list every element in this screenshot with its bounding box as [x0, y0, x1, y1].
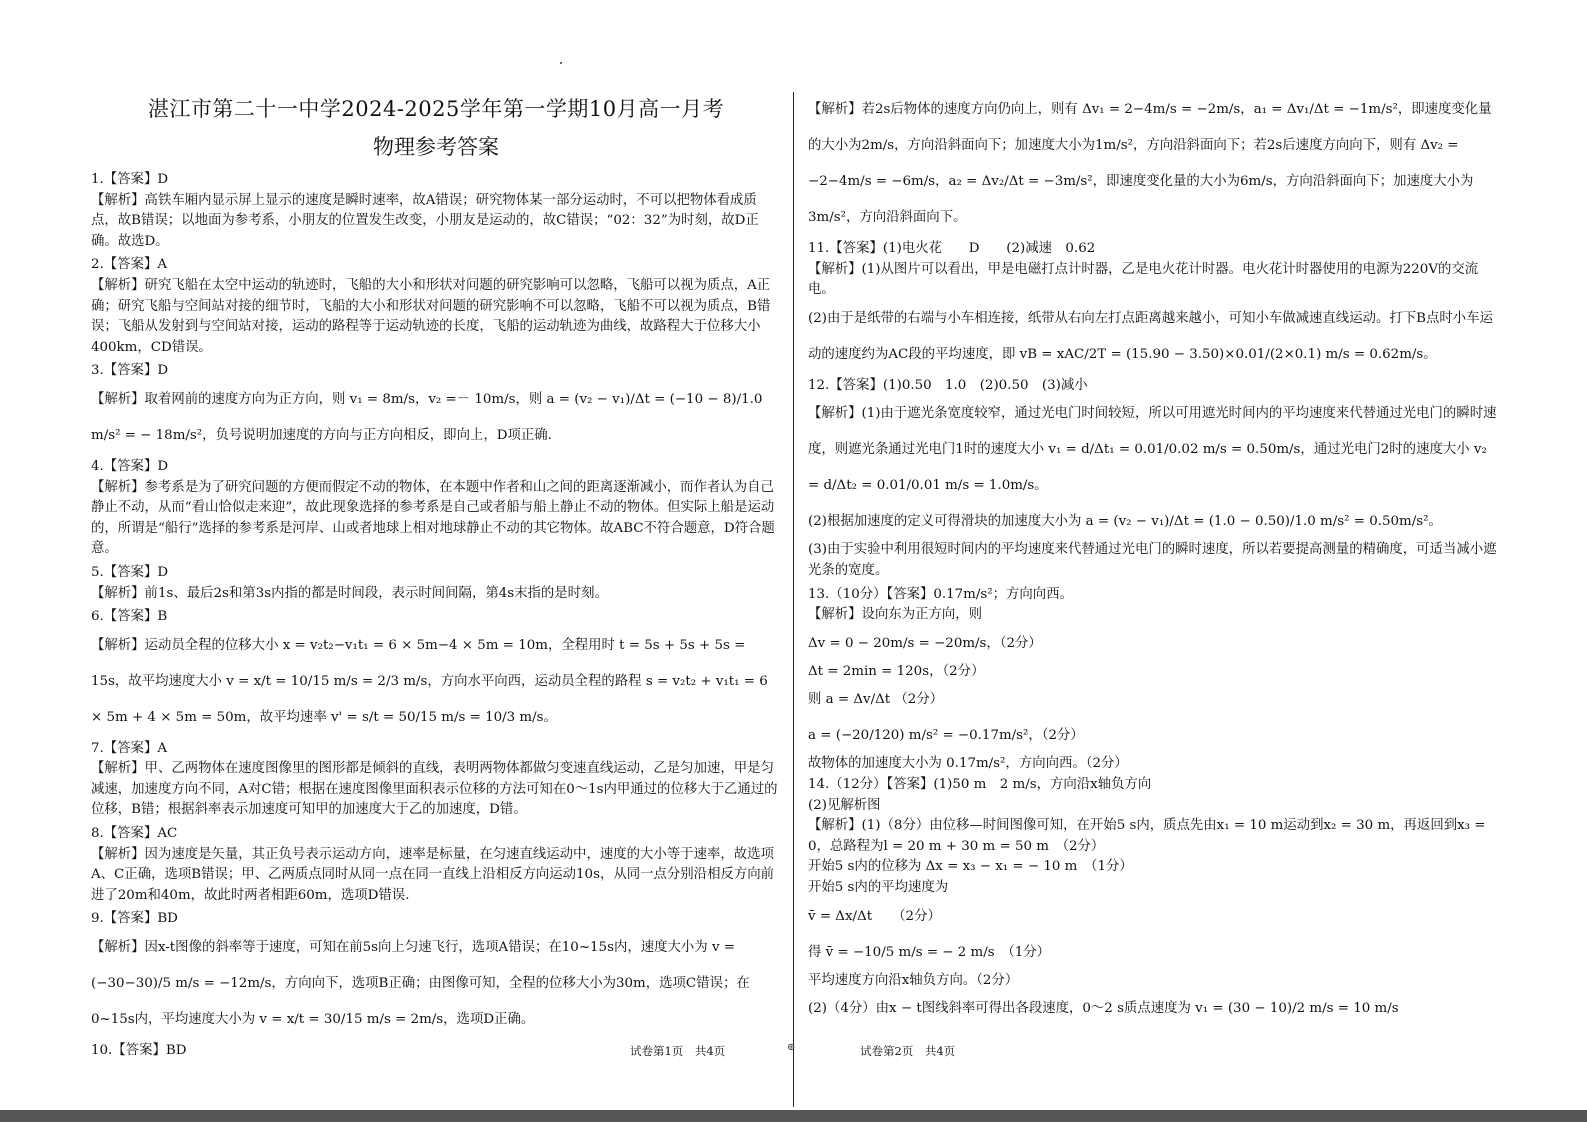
- q5-answer: 5.【答案】D: [91, 564, 169, 580]
- q13-step-a-value: a = (−20/120) m/s² = −0.17m/s²，（2分）: [808, 728, 1084, 744]
- q14-displacement: 开始5 s内的位移为 Δx = x₃ − x₁ = − 10 m （1分）: [808, 859, 1133, 875]
- column-divider: [793, 92, 794, 1107]
- q10-explanation: 【解析】若2s后物体的速度方向仍向上，则有 Δv₁ = 2−4m/s = −2m/s，a₁ = Δv₁/Δt = −1m/s²，即速度变化量的大小为2m/s，方向沿斜面向下；加速度大小为1m/s²，方向沿斜面向下；若2s后速度方向向下，则有 Δv₂ = −2−4m/s = −6m/s，a₂ = Δv₂/Δt = −3m/s²，即速度变化量的大小为6m/s，方向沿斜面向下；加速度大小为3m/s²，方向沿斜面向下。: [808, 102, 1492, 225]
- q8-explanation: 【解析】因为速度是矢量，其正负号表示运动方向，速率是标量，在匀速直线运动中，速度的大小等于速率，故选项A、C正确，选项B错误；甲、乙两质点同时从同一点在同一直线上沿相反方向运动10s，从同一点分别沿相反方向前进了20m和40m，故此时两者相距60m，选项D错误.: [91, 846, 775, 903]
- q14-direction: 平均速度方向沿x轴负方向。（2分）: [808, 972, 1019, 988]
- scan-speck: [560, 62, 562, 64]
- q2-explanation: 【解析】研究飞船在太空中运动的轨迹时，飞船的大小和形状对问题的研究影响可以忽略，飞船可以视为质点，A正确；研究飞船与空间站对接的细节时，飞船的大小和形状对问题的研究影响不可以忽略，飞船不可以视为质点，B错误；飞船从发射到与空间站对接，运动的路程等于运动轨迹的长度，飞船的运动轨迹为曲线，故路程大于位移大小400km，CD错误。: [91, 277, 771, 355]
- binding-mark-icon: ⊕: [787, 1042, 796, 1053]
- q14-avg-velocity-value: 得 v̄ = −10/5 m/s = − 2 m/s （1分）: [808, 944, 1051, 960]
- q14-avg-velocity-formula: v̄ = Δx/Δt （2分）: [808, 908, 941, 924]
- q13-step-dv: Δv = 0 − 20m/s = −20m/s，（2分）: [808, 635, 1042, 651]
- q13-step-dt: Δt = 2min = 120s，（2分）: [808, 663, 985, 679]
- q14-avg-velocity-label: 开始5 s内的平均速度为: [808, 879, 949, 895]
- right-column: [808, 92, 1498, 1027]
- page-footer-left: 试卷第1页 共4页: [630, 1044, 726, 1058]
- bottom-edge-bar: [0, 1110, 1587, 1122]
- q13-explanation-intro: 【解析】设向东为正方向，则: [808, 607, 983, 623]
- q12-answer: 12.【答案】(1)0.50 1.0 (2)0.50 (3)减小: [808, 377, 1088, 393]
- document-subtitle: 物理参考答案: [373, 135, 499, 159]
- q1-answer: 1.【答案】D: [91, 172, 169, 187]
- q14-answer: 14.（12分）【答案】(1)50 m 2 m/s，方向沿x轴负方向: [808, 776, 1152, 792]
- q1-explanation: 【解析】高铁车厢内显示屏上显示的速度是瞬时速率，故A错误；研究物体某一部分运动时，不可以把物体看成质点，故B错误；以地面为参考系，小朋友的位置发生改变，小朋友是运动的，故C错误；“02：32”为时刻，故D正确。故选D。: [91, 192, 759, 249]
- q11-answer: 11.【答案】(1)电火花 D (2)减速 0.62: [808, 241, 1096, 256]
- document-title: 湛江市第二十一中学2024-2025学年第一学期10月高一月考: [147, 97, 725, 121]
- q7-answer: 7.【答案】A: [91, 740, 168, 756]
- q7-explanation: 【解析】甲、乙两物体在速度图像里的图形都是倾斜的直线，表明两物体都做匀变速直线运动，乙是匀加速，甲是匀减速，加速度方向不同，A对C错；根据在速度图像里面积表示位移的方法可知在0～1s内甲通过的位移大于乙通过的位移，B错；根据斜率表示加速度可知甲的加速度大于乙的加速度，D错。: [91, 761, 778, 818]
- q3-explanation: 【解析】取着网前的速度方向为正方向，则 v₁ = 8m/s，v₂ =－ 10m/s，则 a = (v₂ − v₁)/Δt = (−10 − 8)/1.0 m/s² = − 18m/s²，负号说明加速度的方向与正方向相反，即向上，D项正确.: [91, 391, 763, 443]
- q14-answer-2: (2)见解析图: [808, 797, 881, 813]
- q8-answer: 8.【答案】AC: [91, 826, 178, 842]
- left-column: [91, 92, 781, 1062]
- q4-answer: 4.【答案】D: [91, 458, 169, 474]
- q6-answer: 6.【答案】B: [91, 609, 168, 625]
- q14-part2: (2)（4分）由x − t图线斜率可得出各段速度，0～2 s质点速度为 v₁ = (30 − 10)/2 m/s = 10 m/s: [808, 1001, 1399, 1017]
- q14-explanation-1: 【解析】(1)（8分）由位移—时间图像可知，在开始5 s内，质点先由x₁ = 10 m运动到x₂ = 30 m，再返回到x₃ = 0，总路程为l = 20 m + 30 m = 50 m （2分）: [808, 818, 1486, 854]
- q12-explanation-2: (2)根据加速度的定义可得滑块的加速度大小为 a = (v₂ − v₁)/Δt = (1.0 − 0.50)/1.0 m/s² = 0.50m/s²。: [808, 514, 1442, 530]
- q13-conclusion: 故物体的加速度大小为 0.17m/s²，方向向西。（2分）: [808, 756, 1128, 772]
- q3-answer: 3.【答案】D: [91, 363, 169, 379]
- q12-explanation-3: (3)由于实验中利用很短时间内的平均速度来代替通过光电门的瞬时速度，所以若要提高测量的精确度，可适当减小遮光条的宽度。: [808, 542, 1497, 578]
- q10-answer: 10.【答案】BD: [91, 1043, 187, 1059]
- q12-explanation-1: 【解析】(1)由于遮光条宽度较窄，通过光电门时间较短，所以可用遮光时间内的平均速度来代替通过光电门的瞬时速度，则遮光条通过光电门1时的速度大小 v₁ = d/Δt₁ = 0.01/0.02 m/s = 0.50m/s，通过光电门2时的速度大小 v₂ = d/Δt₂ = 0.01/0.01 m/s = 1.0m/s。: [808, 406, 1497, 494]
- q5-explanation: 【解析】前1s、最后2s和第3s内指的都是时间段，表示时间间隔，第4s末指的是时刻。: [91, 585, 608, 601]
- q2-answer: 2.【答案】A: [91, 257, 168, 273]
- q13-step-a-formula: 则 a = Δv/Δt （2分）: [808, 692, 944, 708]
- q9-explanation: 【解析】因x-t图像的斜率等于速度，可知在前5s向上匀速飞行，选项A错误；在10~15s内，速度大小为 v = (−30−30)/5 m/s = −12m/s，方向向下，选项B正确；由图像可知，全程的位移大小为30m，选项C错误；在0~15s内，平均速度大小为 v = x/t = 30/15 m/s = 2m/s，选项D正确。: [91, 940, 750, 1028]
- q11-explanation-2: (2)由于是纸带的右端与小车相连接，纸带从右向左打点距离越来越小，可知小车做减速直线运动。打下B点时小车运动的速度约为AC段的平均速度，即 vB = xAC/2T = (15.90 − 3.50)×0.01/(2×0.1) m/s = 0.62m/s。: [808, 310, 1493, 362]
- q9-answer: 9.【答案】BD: [91, 911, 178, 927]
- q6-explanation: 【解析】运动员全程的位移大小 x = v₂t₂−v₁t₁ = 6 × 5m−4 × 5m = 10m，全程用时 t = 5s + 5s + 5s = 15s，故平均速度大小 v = x/t = 10/15 m/s = 2/3 m/s，方向水平向西，运动员全程的路程 s = v₂t₂ + v₁t₁ = 6 × 5m + 4 × 5m = 50m，故平均速率 v' = s/t = 50/15 m/s = 10/3 m/s。: [91, 637, 768, 725]
- q4-explanation: 【解析】参考系是为了研究问题的方便而假定不动的物体，在本题中作者和山之间的距离逐渐减小，而作者认为自己静止不动，从而“看山恰似走来迎”，故此现象选择的参考系是自己或者船与船上静止不动的物体。但实际上船是运动的，所谓是“船行”选择的参考系是河岸、山或者地球上相对地球静止不动的其它物体。故ABC不符合题意，D符合题意。: [91, 479, 775, 557]
- q13-answer: 13.（10分）【答案】0.17m/s²；方向向西。: [808, 586, 1073, 602]
- page-footer-right: 试卷第2页 共4页: [860, 1044, 956, 1058]
- q11-explanation-1: 【解析】(1)从图片可以看出，甲是电磁打点计时器，乙是电火花计时器。电火花计时器使用的电源为220V的交流电。: [808, 261, 1479, 298]
